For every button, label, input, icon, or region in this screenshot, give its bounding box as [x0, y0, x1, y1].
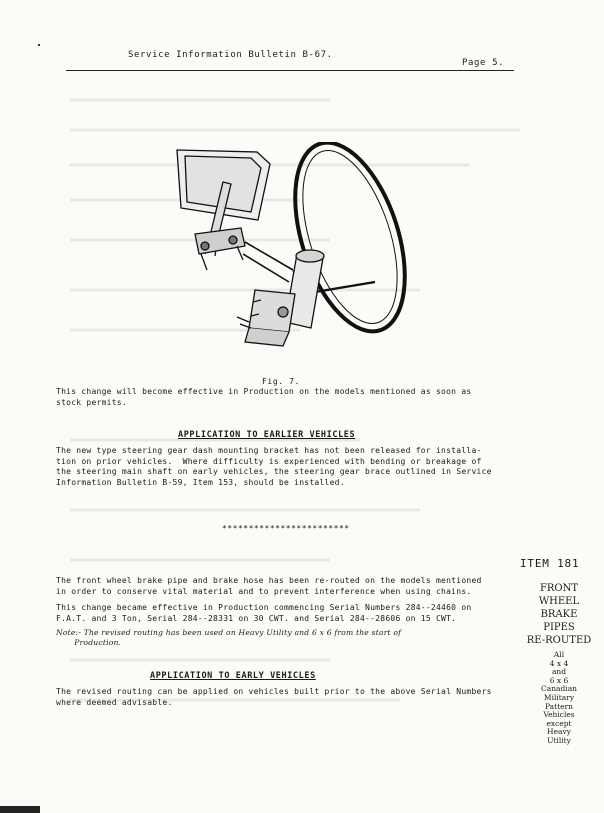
item-applicability [520, 651, 598, 746]
applicability-line: Military [543, 692, 575, 702]
item-title-line: PIPES [543, 622, 575, 633]
applicability-line: Vehicles [543, 710, 575, 720]
production-note: This change will become effective in Production on the models mentioned as soon as stock permits. [56, 387, 472, 407]
reroute-description: The front wheel brake pipe and brake hose has been re-routed on the models mentioned in order to conserve vital material and to prevent interference when using chains. [56, 576, 482, 596]
steering-bracket-figure [165, 142, 425, 372]
reroute-effectivity: This change became effective in Production commencing Serial Numbers 284--24460 on F.A.T. and 3 Ton, Serial 284--28331 on 30 CWT. and Serial 284--28606 on 15 CWT. [56, 603, 472, 623]
steering-bracket-illustration [165, 142, 425, 372]
figure-caption: Fig. 7. [262, 377, 300, 386]
item-number: ITEM 181 [520, 557, 580, 570]
section-heading-early-vehicles: APPLICATION TO EARLY VEHICLES [150, 671, 316, 681]
applicability-line: 4 x 4 [549, 658, 569, 668]
applicability-line: Canadian [540, 684, 577, 694]
item-title-line: WHEEL [538, 596, 580, 607]
header-rule [66, 70, 514, 71]
item-title-line: BRAKE [540, 609, 578, 620]
applicability-line: Utility [547, 735, 571, 745]
page-number: Page 5. [462, 58, 505, 68]
bulletin-title: Service Information Bulletin B-67. [128, 50, 333, 60]
applicability-line: All [553, 650, 565, 659]
section-body-earlier-vehicles: The new type steering gear dash mounting bracket has not been released for installa- tion on prior vehicles. Where difficulty is experienced with bending or breakage of the steering main shaft on early vehicles, the steering gear brace outlined in Service Information Bulletin B-59, Item 153, should be installed. [56, 446, 492, 487]
item-title-line: RE-ROUTED [526, 635, 592, 646]
applicability-line: 6 x 6 [549, 675, 569, 685]
applicability-line: and [551, 667, 567, 677]
item-title-line: FRONT [539, 583, 579, 594]
scan-edge-mark [0, 806, 40, 813]
section-body-early-vehicles: The revised routing can be applied on vehicles built prior to the above Serial Numbers where deemed advisable. [56, 687, 492, 707]
scan-speck [38, 44, 40, 46]
applicability-line: Pattern [544, 701, 574, 711]
section-heading-earlier-vehicles: APPLICATION TO EARLIER VEHICLES [178, 430, 356, 440]
applicability-line: Heavy [547, 727, 571, 737]
separator-line: ************************ [222, 524, 350, 533]
reroute-note: Note:- The revised routing has been used on Heavy Utility and 6 x 6 from the start of Production. [56, 628, 402, 647]
applicability-line: except [546, 718, 572, 728]
item-title [520, 582, 598, 647]
